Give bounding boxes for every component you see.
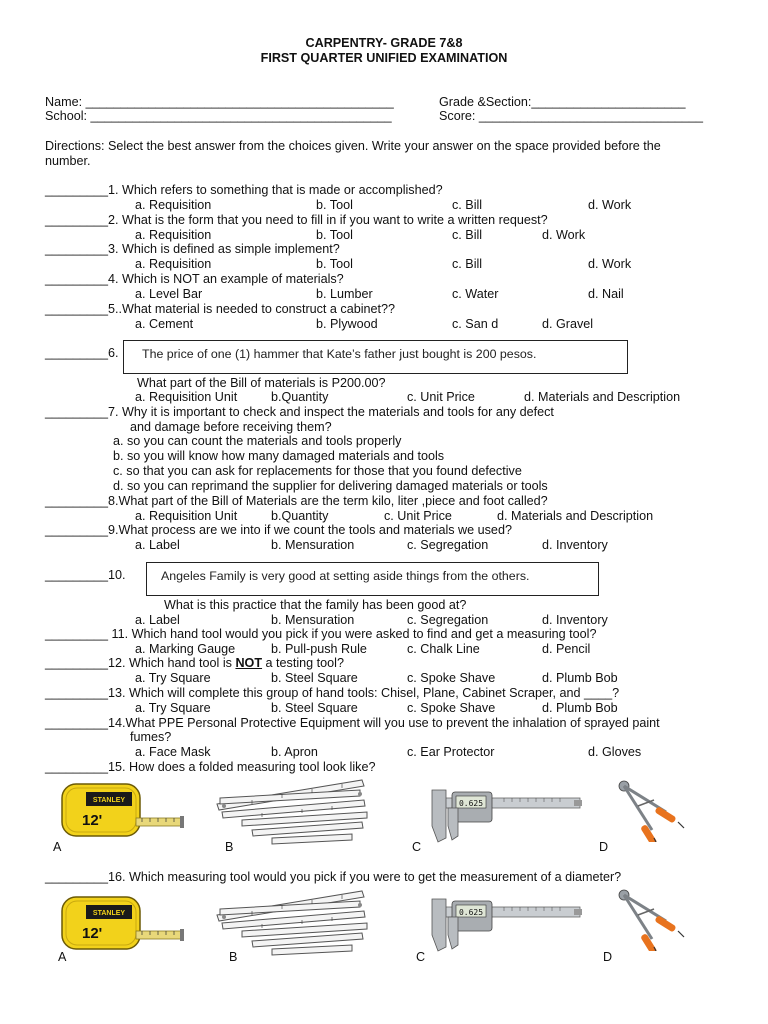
question-15-stem[interactable]: _________15. How does a folded measuring tool look like? bbox=[45, 760, 376, 774]
q13-choice-c: c. Spoke Shave bbox=[407, 701, 496, 715]
question-1-stem[interactable]: _________1. Which refers to something that is made or accomplished? bbox=[45, 183, 443, 197]
question-6-scenario-box bbox=[123, 340, 628, 374]
question-9-stem[interactable]: _________9.What process are we into if we count the tools and materials we used? bbox=[45, 523, 512, 537]
q14-choice-c: c. Ear Protector bbox=[407, 745, 495, 759]
q1-choice-a: a. Requisition bbox=[135, 198, 212, 212]
question-14-stem-cont: fumes? bbox=[130, 730, 172, 744]
q11-choice-a: a. Marking Gauge bbox=[135, 642, 236, 656]
question-12-stem[interactable] bbox=[45, 656, 344, 671]
question-10-scenario-box bbox=[146, 562, 599, 596]
question-3-stem[interactable]: _________3. Which is defined as simple implement? bbox=[45, 242, 340, 256]
q12-choice-a: a. Try Square bbox=[135, 671, 211, 685]
q9-choice-a: a. Label bbox=[135, 538, 180, 552]
q14-choice-d: d. Gloves bbox=[588, 745, 642, 759]
q4-choice-c: c. Water bbox=[452, 287, 499, 301]
question-7-stem-cont: and damage before receiving them? bbox=[130, 420, 332, 434]
q10-choice-b: b. Mensuration bbox=[271, 613, 355, 627]
caliper-image-2[interactable] bbox=[424, 895, 584, 953]
q16-label-c: C bbox=[416, 950, 426, 964]
question-10-stem[interactable]: _________10. bbox=[45, 568, 126, 582]
q5-choice-b: b. Plywood bbox=[316, 317, 378, 331]
question-12-stem-post: a testing tool? bbox=[262, 656, 344, 670]
q9-choice-b: b. Mensuration bbox=[271, 538, 355, 552]
folding-rule-image-2[interactable] bbox=[212, 887, 372, 957]
tape-brand-text-2: STANLEY bbox=[92, 910, 126, 917]
folding-rule-image[interactable] bbox=[212, 776, 372, 846]
q9-choice-d: d. Inventory bbox=[542, 538, 608, 552]
question-12-stem-pre: _________12. Which hand tool is bbox=[45, 656, 236, 670]
q3-choice-c: c. Bill bbox=[452, 257, 483, 271]
tape-size-text-2: 12' bbox=[82, 925, 103, 942]
q6-choice-a: a. Requisition Unit bbox=[135, 390, 238, 404]
q6-choice-c: c. Unit Price bbox=[407, 390, 475, 404]
caliper-readout-1: 0.625 bbox=[458, 799, 484, 808]
q16-label-a: A bbox=[58, 950, 67, 964]
q15-label-a: A bbox=[53, 840, 62, 854]
q11-choice-d: d. Pencil bbox=[542, 642, 591, 656]
q1-choice-b: b. Tool bbox=[316, 198, 353, 212]
q14-choice-b: b. Apron bbox=[271, 745, 318, 759]
question-11-stem[interactable]: _________ 11. Which hand tool would you pick if you were asked to find and get a measuring tool? bbox=[45, 627, 597, 641]
q6-choice-d: d. Materials and Description bbox=[524, 390, 681, 404]
directions-line1: Directions: Select the best answer from the choices given. Write your answer on the space provided before the bbox=[45, 139, 661, 153]
q2-choice-c: c. Bill bbox=[452, 228, 483, 242]
question-16-stem[interactable]: _________16. Which measuring tool would you pick if you were to get the measurement of a diameter? bbox=[45, 870, 622, 884]
q10-choice-d: d. Inventory bbox=[542, 613, 608, 627]
question-14-stem[interactable]: _________14.What PPE Personal Protective Equipment will you use to prevent the inhalation of sprayed paint bbox=[45, 716, 660, 730]
q13-choice-b: b. Steel Square bbox=[271, 701, 358, 715]
tape-size-text: 12' bbox=[82, 812, 103, 829]
q3-choice-b: b. Tool bbox=[316, 257, 353, 271]
q9-choice-c: c. Segregation bbox=[407, 538, 489, 552]
question-2-stem[interactable]: _________2. What is the form that you need to fill in if you want to write a written request? bbox=[45, 213, 548, 227]
q7-option-a: a. so you can count the materials and tools properly bbox=[113, 434, 402, 448]
q10-choice-c: c. Segregation bbox=[407, 613, 489, 627]
q8-choice-a: a. Requisition Unit bbox=[135, 509, 238, 523]
q8-choice-c: c. Unit Price bbox=[384, 509, 452, 523]
q12-choice-d: d. Plumb Bob bbox=[542, 671, 618, 685]
q2-choice-d: d. Work bbox=[542, 228, 586, 242]
q6-choice-b: b.Quantity bbox=[271, 390, 329, 404]
q12-choice-c: c. Spoke Shave bbox=[407, 671, 496, 685]
question-5-stem[interactable]: _________5..What material is needed to construct a cabinet?? bbox=[45, 302, 396, 316]
directions-line2: number. bbox=[45, 154, 91, 168]
q4-choice-a: a. Level Bar bbox=[135, 287, 203, 301]
question-8-stem[interactable]: _________8.What part of the Bill of Materials are the term kilo, liter ,piece and foot called? bbox=[45, 494, 548, 508]
q4-choice-d: d. Nail bbox=[588, 287, 624, 301]
question-12-emphasis: NOT bbox=[235, 656, 263, 670]
q5-choice-c: c. San d bbox=[452, 317, 499, 331]
tape-measure-image[interactable] bbox=[58, 780, 188, 840]
q13-choice-a: a. Try Square bbox=[135, 701, 211, 715]
q7-option-c: c. so that you can ask for replacements for those that you found defective bbox=[113, 464, 522, 478]
grade-section-field[interactable]: Grade &Section:______________________ bbox=[439, 95, 686, 109]
q8-choice-b: b.Quantity bbox=[271, 509, 329, 523]
q15-label-c: C bbox=[412, 840, 422, 854]
q12-choice-b: b. Steel Square bbox=[271, 671, 358, 685]
q1-choice-c: c. Bill bbox=[452, 198, 483, 212]
question-4-stem[interactable]: _________4. Which is NOT an example of materials? bbox=[45, 272, 344, 286]
name-field[interactable]: Name: ____________________________________________ bbox=[45, 95, 394, 109]
tape-measure-image-2[interactable] bbox=[58, 893, 188, 953]
q11-choice-c: c. Chalk Line bbox=[407, 642, 480, 656]
score-field[interactable]: Score: ________________________________ bbox=[439, 109, 704, 123]
exam-title-line2: FIRST QUARTER UNIFIED EXAMINATION bbox=[260, 51, 508, 65]
school-field[interactable]: School: ___________________________________________ bbox=[45, 109, 392, 123]
question-6-sub: What part of the Bill of materials is P200.00? bbox=[137, 376, 386, 390]
q1-choice-d: d. Work bbox=[588, 198, 632, 212]
q2-choice-b: b. Tool bbox=[316, 228, 353, 242]
question-6-stem[interactable]: _________6. bbox=[45, 346, 119, 360]
question-6-scenario-text: The price of one (1) hammer that Kate’s father just bought is 200 pesos. bbox=[142, 347, 537, 361]
q16-label-d: D bbox=[603, 950, 613, 964]
q5-choice-d: d. Gravel bbox=[542, 317, 594, 331]
q8-choice-d: d. Materials and Description bbox=[497, 509, 654, 523]
q16-label-b: B bbox=[229, 950, 238, 964]
exam-title-line1: CARPENTRY- GRADE 7&8 bbox=[305, 36, 463, 50]
q2-choice-a: a. Requisition bbox=[135, 228, 212, 242]
question-10-scenario-text: Angeles Family is very good at setting aside things from the others. bbox=[161, 569, 530, 583]
q15-label-b: B bbox=[225, 840, 234, 854]
q10-choice-a: a. Label bbox=[135, 613, 180, 627]
tape-brand-text: STANLEY bbox=[92, 797, 126, 804]
caliper-image[interactable] bbox=[424, 786, 584, 844]
q4-choice-b: b. Lumber bbox=[316, 287, 373, 301]
divider-compass-image[interactable] bbox=[608, 776, 688, 842]
q15-label-d: D bbox=[599, 840, 609, 854]
q13-choice-d: d. Plumb Bob bbox=[542, 701, 618, 715]
caliper-readout-2: 0.625 bbox=[458, 908, 484, 917]
q3-choice-d: d. Work bbox=[588, 257, 632, 271]
question-13-stem[interactable]: _________13. Which will complete this group of hand tools: Chisel, Plane, Cabinet Scraper, and ____? bbox=[45, 686, 620, 700]
divider-compass-image-2[interactable] bbox=[608, 885, 688, 951]
q3-choice-a: a. Requisition bbox=[135, 257, 212, 271]
q7-option-b: b. so you will know how many damaged materials and tools bbox=[113, 449, 445, 463]
q5-choice-a: a. Cement bbox=[135, 317, 194, 331]
q14-choice-a: a. Face Mask bbox=[135, 745, 211, 759]
q7-option-d: d. so you can reprimand the supplier for delivering damaged materials or tools bbox=[113, 479, 548, 493]
q11-choice-b: b. Pull-push Rule bbox=[271, 642, 367, 656]
question-10-sub: What is this practice that the family has been good at? bbox=[164, 598, 467, 612]
question-7-stem[interactable]: _________7. Why it is important to check and inspect the materials and tools for any defect bbox=[45, 405, 554, 419]
